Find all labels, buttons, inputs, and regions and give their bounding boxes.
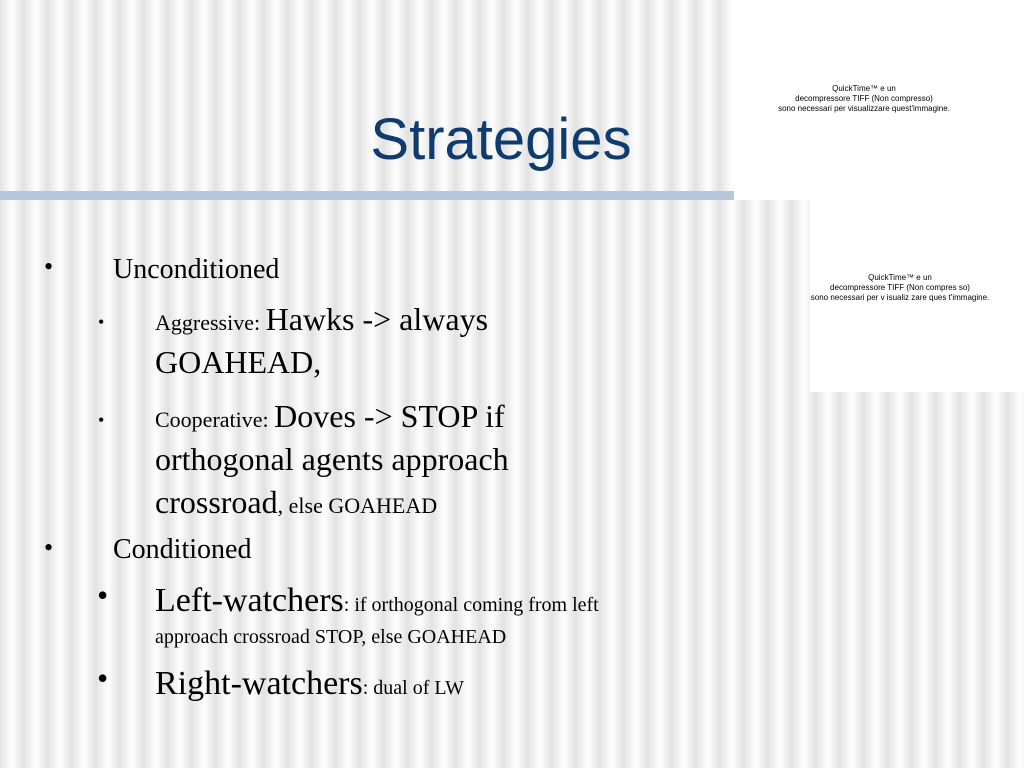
cooperative-text-line1: Doves -> STOP if xyxy=(274,398,505,434)
aggressive-item xyxy=(155,298,488,347)
bullet-marker: • xyxy=(97,577,109,613)
bullet-marker: • xyxy=(97,660,109,696)
left-watchers-name: Left-watchers xyxy=(155,582,344,619)
bullet-marker: • xyxy=(44,252,54,281)
quicktime-notice-line2: decompressore TIFF (Non compres so) xyxy=(830,283,970,292)
cooperative-suffix: , else GOAHEAD xyxy=(277,493,438,518)
slide-title: Strategies xyxy=(370,107,632,172)
quicktime-notice-line2: decompressore TIFF (Non compresso) xyxy=(795,94,933,103)
cooperative-item xyxy=(155,395,505,444)
bullet-marker: • xyxy=(98,410,105,430)
quicktime-notice-line1: QuickTime™ e un xyxy=(868,273,932,282)
right-watchers-name: Right-watchers xyxy=(155,665,363,702)
cooperative-text-line2: orthogonal agents approach xyxy=(155,441,509,477)
cooperative-prefix: Cooperative: xyxy=(155,407,275,432)
right-watchers-item xyxy=(155,662,464,711)
aggressive-text-line1: Hawks -> always xyxy=(265,301,489,337)
bullet-marker: • xyxy=(98,312,105,332)
bullet-marker: • xyxy=(44,533,54,562)
quicktime-notice-line1: QuickTime™ e un xyxy=(832,84,896,93)
quicktime-notice-line3: sono necessari per visualizzare quest'immagine. xyxy=(778,104,950,113)
cooperative-text-line3: crossroad xyxy=(155,484,278,520)
cooperative-line3 xyxy=(155,481,437,530)
unconditioned-label: Unconditioned xyxy=(113,254,280,285)
aggressive-text-line2: GOAHEAD, xyxy=(155,344,322,380)
aggressive-prefix: Aggressive: xyxy=(155,310,266,335)
left-watchers-desc-line2: approach crossroad STOP, else GOAHEAD xyxy=(155,626,507,648)
conditioned-label: Conditioned xyxy=(113,534,252,565)
left-watchers-desc-line1: : if orthogonal coming from left xyxy=(343,594,599,616)
right-watchers-desc: : dual of LW xyxy=(362,677,464,699)
quicktime-notice-line3: sono necessari per v isualiz zare ques t'immagine. xyxy=(810,293,990,302)
